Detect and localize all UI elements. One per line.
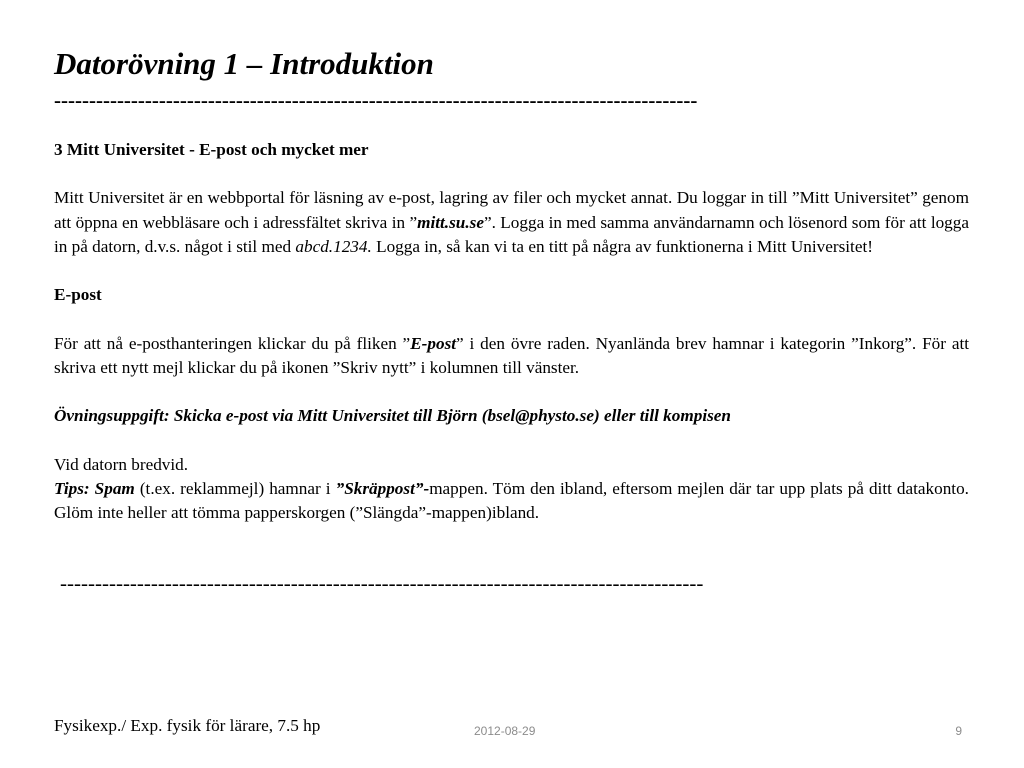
tips-label: Tips: Spam [54, 478, 135, 498]
footer-date: 2012-08-29 [474, 724, 536, 738]
epost-paragraph [54, 332, 969, 380]
intro-text-2: ”. Logga in med samma användarnamn och lösenord som för att logga in på datorn, d.v.s. något i stil med [54, 212, 970, 256]
section-heading: 3 Mitt Universitet - E-post och mycket mer [54, 140, 369, 159]
tips-paragraph [54, 477, 969, 525]
epost-tab-name: E-post [410, 333, 457, 353]
slide-content [54, 138, 969, 525]
bottom-dash-rule: -------------------------------------------------------------------------------------------- [60, 571, 704, 595]
example-login: abcd.1234. [295, 236, 372, 256]
page-number: 9 [955, 724, 962, 738]
epost-text-2: ” i den övre raden. Nyanlända brev hamnar i kategorin ”Inkorg”. För att skriva ett nytt mejl klickar du på ikonen ”Skriv nytt” i kolumnen till vänster. [54, 333, 969, 377]
epost-heading: E-post [54, 285, 102, 305]
spam-folder-name: ”Skräppost”- [335, 478, 430, 498]
tips-text-1: (t.ex. reklammejl) hamnar i [134, 478, 336, 498]
epost-text-1: För att nå e-posthanteringen klickar du på fliken ” [54, 333, 411, 353]
intro-paragraph [54, 186, 969, 259]
slide-title: Datorövning 1 – Introduktion [54, 46, 434, 81]
exercise-followup: Vid datorn bredvid. [54, 454, 189, 474]
intro-text-1: Mitt Universitet är en webbportal för läsning av e-post, lagring av filer och mycket annat. Du loggar in till ”Mitt Universitet” genom att öppna en webbläsare och i adressfältet skriva in ” [54, 188, 969, 232]
intro-text-3: Logga in, så kan vi ta en titt på några av funktionerna i Mitt Universitet! [371, 236, 873, 256]
exercise-text: Övningsuppgift: Skicka e-post via Mitt Universitet till Björn (bsel@physto.se) eller till kompisen [54, 406, 731, 426]
portal-url: mitt.su.se [417, 212, 484, 232]
top-dash-rule: -------------------------------------------------------------------------------------------- [54, 88, 698, 112]
tips-text-2: mappen. Töm den ibland, eftersom mejlen där tar upp plats på ditt datakonto. Glöm inte heller att tömma papperskorgen (”Slängda”-mappen)ibland. [54, 478, 969, 522]
footer-course: Fysikexp./ Exp. fysik för lärare, 7.5 hp [54, 716, 321, 735]
